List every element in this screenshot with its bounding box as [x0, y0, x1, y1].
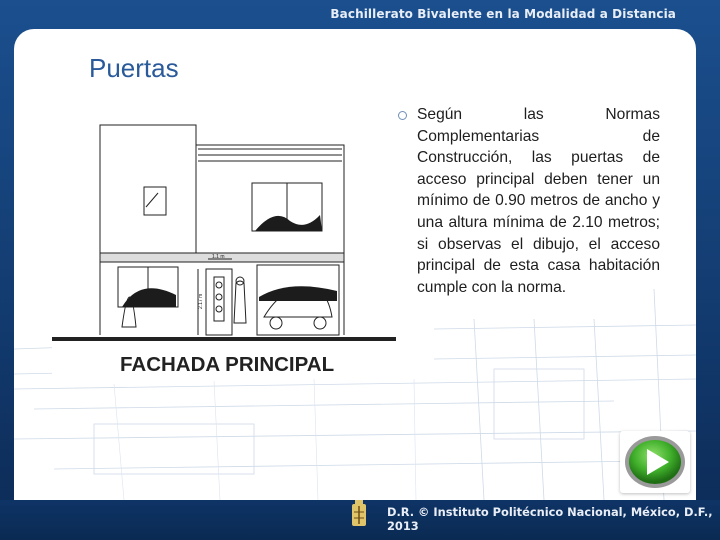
play-icon — [620, 431, 690, 493]
slide-title: Puertas — [89, 53, 179, 83]
house-facade-illustration — [52, 97, 396, 377]
dimension-width-label: 1.1 m — [212, 254, 225, 260]
bullet-text: Según las Normas Complementarias de Construcción, las puertas de acceso principal deben tener un mínimo de 0.90 metros de ancho y una altura mínima de 2.10 metros; si observas el dibujo, el acceso principal de esta casa habitación cumple con la norma. — [417, 106, 660, 296]
ipn-logo-icon — [344, 498, 374, 530]
play-button[interactable] — [620, 431, 690, 493]
dimension-height-label: 2.17 m — [198, 293, 204, 309]
facade-caption: FACHADA PRINCIPAL — [120, 353, 335, 376]
bullet-icon — [398, 111, 407, 120]
facade-drawing — [52, 97, 396, 377]
course-title: Bachillerato Bivalente en la Modalidad a Distancia — [330, 7, 676, 21]
footer-copyright: D.R. © Instituto Politécnico Nacional, México, D.F., 2013 — [387, 505, 713, 533]
